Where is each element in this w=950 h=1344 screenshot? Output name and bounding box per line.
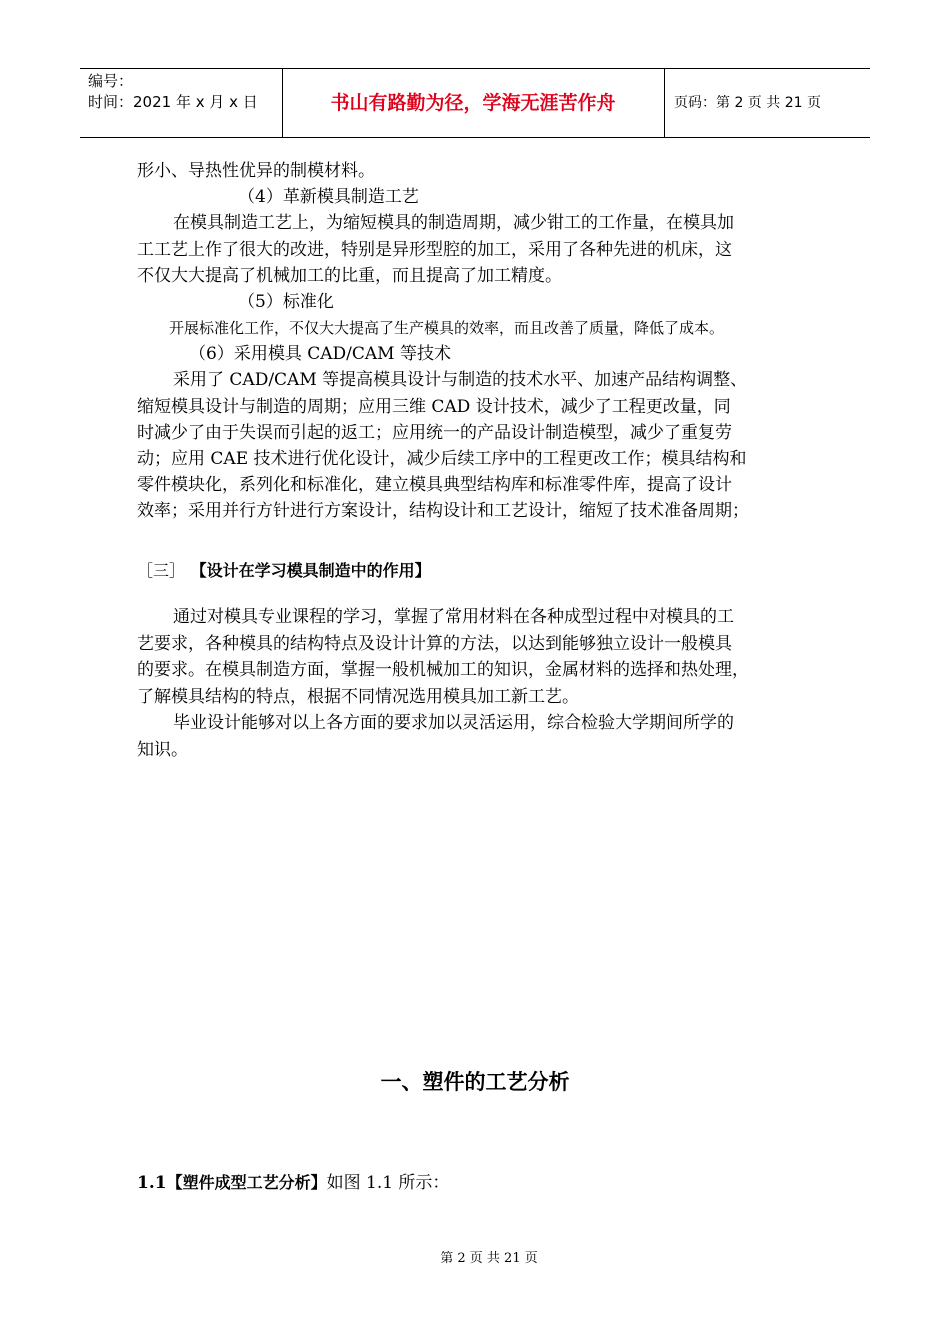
- text-line: 通过对模具专业课程的学习，掌握了常用材料在各种成型过程中对模具的工: [173, 607, 734, 627]
- section-body: [137, 604, 817, 764]
- text-line: 在模具制造工艺上，为缩短模具的制造周期，减少钳工的工作量，在模具加: [173, 213, 734, 234]
- text-line: 毕业设计能够对以上各方面的要求加以灵活运用，综合检验大学期间所学的: [173, 713, 734, 734]
- page-header: [80, 68, 870, 138]
- subsection-heading: [137, 1168, 449, 1193]
- text-line: 了解模具结构的特点，根据不同情况选用模具加工新工艺。: [137, 686, 579, 707]
- text-line: 形小、导热性优异的制模材料。: [137, 161, 375, 181]
- subsection-text: 如图 1.1 所示：: [326, 1173, 450, 1193]
- text-line: 不仅大大提高了机械加工的比重，而且提高了加工精度。: [137, 265, 562, 286]
- item-heading-4: （4）革新模具制造工艺: [238, 187, 419, 208]
- number-label: 编号：: [88, 72, 134, 90]
- text-line: 开展标准化工作，不仅大大提高了生产模具的效率，而且改善了质量，降低了成本。: [169, 319, 725, 338]
- header-left: [88, 71, 258, 113]
- subsection-number: 1.1: [137, 1173, 167, 1193]
- text-line: 艺要求，各种模具的结构特点及设计计算的方法，以达到能够独立设计一般模具: [137, 633, 732, 654]
- text-line: 零件模块化，系列化和标准化，建立模具典型结构库和标准零件库，提高了设计: [137, 475, 732, 496]
- text-line: 采用了 CAD/CAM 等提高模具设计与制造的技术水平、加速产品结构调整、: [173, 370, 748, 391]
- text-line: 缩短模具设计与制造的周期；应用三维 CAD 设计技术，减少了工程更改量，同: [137, 396, 731, 417]
- text-line: 工工艺上作了很大的改进，特别是异形型腔的加工，采用了各种先进的机床，这: [137, 239, 732, 260]
- text-line: 知识。: [137, 739, 188, 760]
- chapter-title: 一、塑件的工艺分析: [380, 1070, 570, 1094]
- text-line: 的要求。在模具制造方面，掌握一般机械加工的知识，金属材料的选择和热处理，: [137, 660, 749, 681]
- header-motto: 书山有路勤为径，学海无涯苦作舟: [330, 92, 616, 114]
- page-footer: 第 2 页 共 21 页: [440, 1251, 538, 1266]
- text-line: 时减少了由于失误而引起的返工；应用统一的产品设计制造模型，减少了重复劳: [137, 422, 732, 443]
- text-line: 效率；采用并行方针进行方案设计，结构设计和工艺设计，缩短了技术准备周期；: [137, 501, 749, 522]
- subsection-title: 【塑件成型工艺分析】: [166, 1173, 327, 1192]
- body-text: [137, 158, 817, 525]
- header-page-info: 页码：第 2 页 共 21 页: [674, 95, 821, 111]
- item-heading-6: （6）采用模具 CAD/CAM 等技术: [189, 344, 451, 365]
- section-number: ［三］: [137, 561, 186, 580]
- text-line: 动；应用 CAE 技术进行优化设计，减少后续工序中的工程更改工作；模具结构和: [137, 449, 747, 470]
- section-title: 【设计在学习模具制造中的作用】: [190, 561, 431, 580]
- item-heading-5: （5）标准化: [238, 292, 334, 313]
- time-label: 时间：2021 年 x 月 x 日: [88, 93, 258, 111]
- section-heading: [137, 558, 431, 581]
